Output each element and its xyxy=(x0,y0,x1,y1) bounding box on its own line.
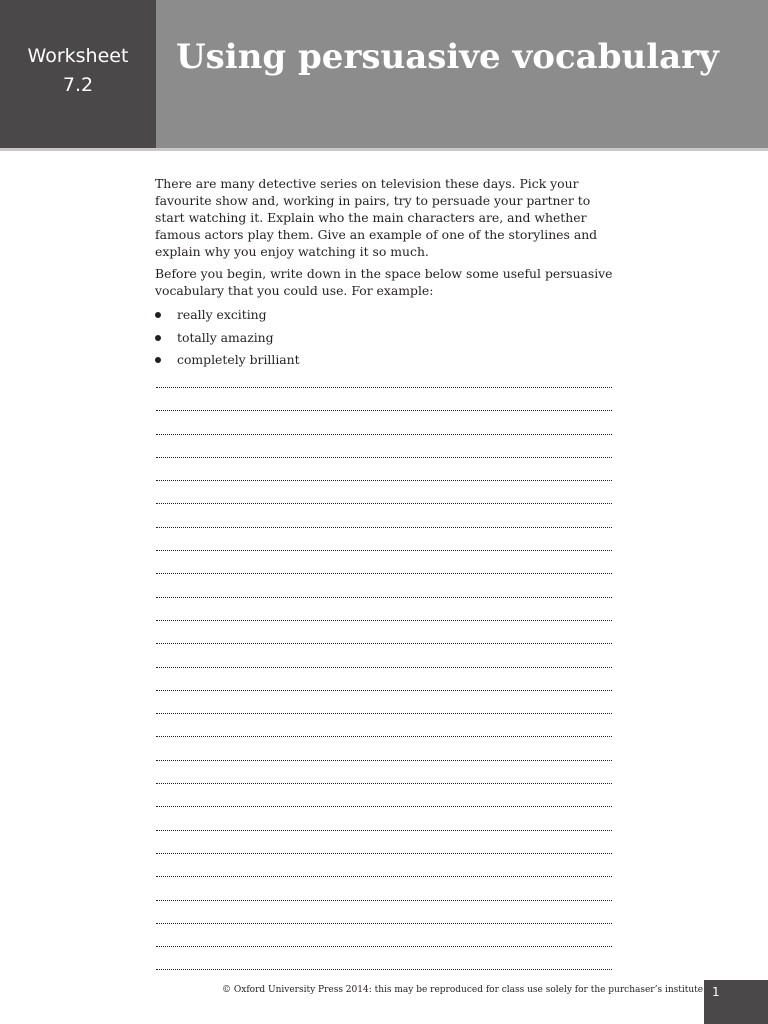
page-title: Using persuasive vocabulary xyxy=(176,37,719,77)
intro-paragraph: There are many detective series on television these days. Pick your favourite show and, working in pairs, try to persuade your partner to start watching it. Explain who the main characters are, and whether famous actors play them. Give an example of one of the storylines and explain why you enjoy watching it so much. xyxy=(155,176,598,259)
page-number-badge xyxy=(704,980,768,1024)
writing-line[interactable] xyxy=(156,735,612,737)
writing-line[interactable] xyxy=(156,433,612,435)
bullet-icon xyxy=(155,312,161,318)
writing-line[interactable] xyxy=(156,875,612,877)
writing-line[interactable] xyxy=(156,502,612,504)
writing-line[interactable] xyxy=(156,409,612,411)
list-item xyxy=(155,304,613,327)
writing-line[interactable] xyxy=(156,968,612,970)
writing-line[interactable] xyxy=(156,456,612,458)
example-text: really exciting xyxy=(177,307,267,322)
bullet-icon xyxy=(155,335,161,341)
bullet-icon xyxy=(155,357,161,363)
instruction-paragraph: Before you begin, write down in the space below some useful persuasive vocabulary that you could use. For example: xyxy=(155,266,613,298)
worksheet-label: Worksheet xyxy=(27,45,129,67)
writing-line[interactable] xyxy=(156,899,612,901)
writing-line[interactable] xyxy=(156,945,612,947)
writing-line[interactable] xyxy=(156,712,612,714)
writing-line[interactable] xyxy=(156,782,612,784)
page-number: 1 xyxy=(712,985,720,999)
instructions xyxy=(155,175,613,372)
example-text: completely brilliant xyxy=(177,352,300,367)
worksheet-number: 7.2 xyxy=(62,74,94,96)
writing-line[interactable] xyxy=(156,642,612,644)
copyright-notice: © Oxford University Press 2014: this may be reproduced for class use solely for the purchaser’s institute xyxy=(222,985,704,995)
example-list xyxy=(155,304,613,372)
writing-line[interactable] xyxy=(156,596,612,598)
writing-line[interactable] xyxy=(156,759,612,761)
writing-line[interactable] xyxy=(156,805,612,807)
example-text: totally amazing xyxy=(177,329,274,345)
writing-line[interactable] xyxy=(156,549,612,551)
writing-line[interactable] xyxy=(156,689,612,691)
header-divider xyxy=(0,148,768,151)
writing-line[interactable] xyxy=(156,666,612,668)
writing-line[interactable] xyxy=(156,852,612,854)
writing-line[interactable] xyxy=(156,619,612,621)
writing-area[interactable] xyxy=(156,386,612,992)
writing-line[interactable] xyxy=(156,386,612,388)
list-item xyxy=(155,327,613,350)
worksheet-badge xyxy=(0,0,156,148)
writing-line[interactable] xyxy=(156,922,612,924)
writing-line[interactable] xyxy=(156,829,612,831)
writing-line[interactable] xyxy=(156,526,612,528)
writing-line[interactable] xyxy=(156,572,612,574)
writing-line[interactable] xyxy=(156,479,612,481)
list-item xyxy=(155,349,613,372)
